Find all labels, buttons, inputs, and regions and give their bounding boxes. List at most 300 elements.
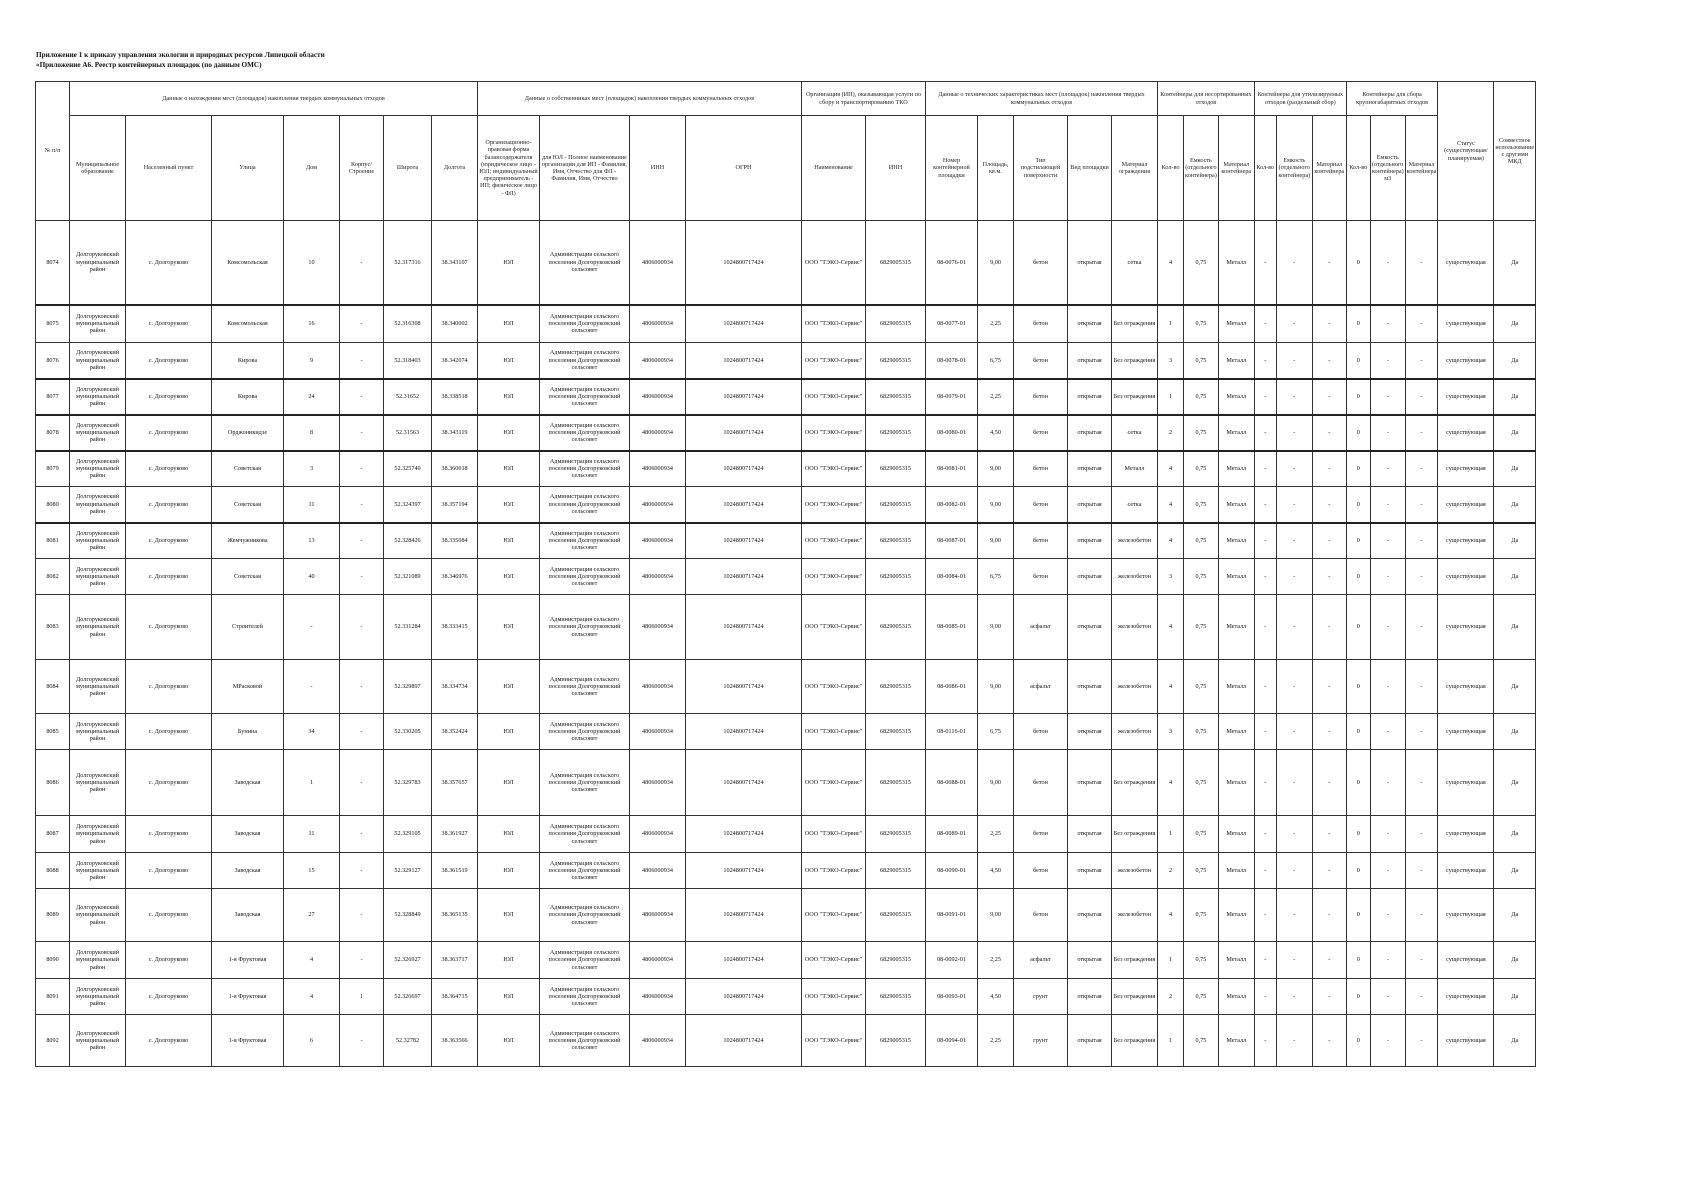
cell-mixed-material: Металл xyxy=(1218,221,1254,305)
cell-status: существующая xyxy=(1438,451,1494,487)
table-row xyxy=(36,305,1536,343)
cell-mixed-qty: 1 xyxy=(1158,1015,1184,1067)
cell-operator-name: ООО "ТЭКО-Сервис" xyxy=(802,660,866,714)
cell-owner-name: Администрация сельского поселения Долгоруковский сельсовет xyxy=(540,415,630,451)
cell-municipality: Долгоруковский муниципальный район xyxy=(70,1015,126,1067)
cell-mixed-material: Металл xyxy=(1218,595,1254,660)
cell-surface: асфальт xyxy=(1014,942,1068,979)
table-row xyxy=(36,816,1536,853)
cell-site-type: открытая xyxy=(1068,714,1112,750)
cell-mixed-capacity: 0,75 xyxy=(1184,714,1219,750)
table-row xyxy=(36,415,1536,451)
cell-separate-capacity: - xyxy=(1276,889,1312,942)
cell-bulky-qty: 0 xyxy=(1346,942,1370,979)
cell-surface: бетон xyxy=(1014,415,1068,451)
cell-surface: бетон xyxy=(1014,487,1068,523)
cell-site-number: 08-0116-01 xyxy=(926,714,978,750)
cell-municipality: Долгоруковский муниципальный район xyxy=(70,343,126,379)
cell-bulky-material: - xyxy=(1405,750,1438,816)
cell-site-number: 08-0081-01 xyxy=(926,451,978,487)
cell-separate-capacity: - xyxy=(1276,221,1312,305)
cell-owner-name: Администрация сельского поселения Долгоруковский сельсовет xyxy=(540,559,630,595)
cell-separate-capacity: - xyxy=(1276,816,1312,853)
cell-building: - xyxy=(340,853,384,889)
cell-shared: Да xyxy=(1494,714,1536,750)
cell-bulky-qty: 0 xyxy=(1346,343,1370,379)
cell-site-number: 08-0077-01 xyxy=(926,305,978,343)
group-bulky: Контейнеры для сбора крупногабаритных отходов xyxy=(1346,82,1438,116)
cell-operator-inn: 6829005315 xyxy=(866,816,926,853)
cell-street: Строителей xyxy=(212,595,284,660)
cell-number: 8076 xyxy=(36,343,70,379)
cell-mixed-material: Металл xyxy=(1218,487,1254,523)
cell-number: 8084 xyxy=(36,660,70,714)
cell-bulky-material: - xyxy=(1405,221,1438,305)
cell-separate-qty: - xyxy=(1254,660,1276,714)
cell-lat: 52.331284 xyxy=(384,595,432,660)
cell-lat: 52.321089 xyxy=(384,559,432,595)
cell-area: 9,00 xyxy=(978,451,1014,487)
cell-separate-material: - xyxy=(1312,343,1346,379)
cell-street: 1-я Фруктовая xyxy=(212,979,284,1015)
cell-mixed-capacity: 0,75 xyxy=(1184,305,1219,343)
cell-mixed-material: Металл xyxy=(1218,1015,1254,1067)
cell-settlement: с. Долгоруково xyxy=(126,595,212,660)
cell-building: - xyxy=(340,487,384,523)
cell-settlement: с. Долгоруково xyxy=(126,379,212,415)
cell-site-number: 08-0078-01 xyxy=(926,343,978,379)
cell-street: Советская xyxy=(212,559,284,595)
cell-ogrn: 1024800717424 xyxy=(686,451,802,487)
cell-inn: 4806000934 xyxy=(630,595,686,660)
cell-separate-capacity: - xyxy=(1276,714,1312,750)
cell-lon: 38.333415 xyxy=(432,595,478,660)
cell-inn: 4806000934 xyxy=(630,523,686,559)
cell-house: 27 xyxy=(284,889,340,942)
cell-separate-capacity: - xyxy=(1276,595,1312,660)
cell-mixed-qty: 2 xyxy=(1158,979,1184,1015)
cell-ogrn: 1024800717424 xyxy=(686,415,802,451)
cell-area: 6,75 xyxy=(978,343,1014,379)
cell-operator-inn: 6829005315 xyxy=(866,853,926,889)
cell-surface: бетон xyxy=(1014,451,1068,487)
cell-fence: Без ограждения xyxy=(1112,1015,1158,1067)
cell-mixed-qty: 2 xyxy=(1158,415,1184,451)
cell-bulky-capacity: - xyxy=(1370,559,1405,595)
cell-fence: сетка xyxy=(1112,221,1158,305)
col-municipality: Муниципальное образование xyxy=(70,116,126,221)
cell-inn: 4806000934 xyxy=(630,415,686,451)
cell-operator-name: ООО "ТЭКО-Сервис" xyxy=(802,451,866,487)
cell-fence: Без ограждения xyxy=(1112,379,1158,415)
cell-site-type: открытая xyxy=(1068,1015,1112,1067)
cell-lat: 52.316308 xyxy=(384,305,432,343)
cell-operator-name: ООО "ТЭКО-Сервис" xyxy=(802,750,866,816)
cell-inn: 4806000934 xyxy=(630,1015,686,1067)
cell-bulky-material: - xyxy=(1405,1015,1438,1067)
cell-bulky-material: - xyxy=(1405,559,1438,595)
cell-street: МРасковой xyxy=(212,660,284,714)
cell-bulky-qty: 0 xyxy=(1346,889,1370,942)
cell-operator-inn: 6829005315 xyxy=(866,305,926,343)
cell-status: существующая xyxy=(1438,379,1494,415)
cell-operator-name: ООО "ТЭКО-Сервис" xyxy=(802,415,866,451)
cell-inn: 4806000934 xyxy=(630,979,686,1015)
cell-separate-capacity: - xyxy=(1276,979,1312,1015)
cell-bulky-material: - xyxy=(1405,889,1438,942)
cell-area: 2,25 xyxy=(978,816,1014,853)
cell-owner-name: Администрация сельского поселения Долгоруковский сельсовет xyxy=(540,889,630,942)
cell-mixed-capacity: 0,75 xyxy=(1184,853,1219,889)
cell-separate-qty: - xyxy=(1254,559,1276,595)
cell-legal-form: ЮЛ xyxy=(478,853,540,889)
cell-municipality: Долгоруковский муниципальный район xyxy=(70,595,126,660)
cell-fence: Без ограждения xyxy=(1112,979,1158,1015)
cell-lon: 38.361927 xyxy=(432,816,478,853)
cell-settlement: с. Долгоруково xyxy=(126,451,212,487)
cell-municipality: Долгоруковский муниципальный район xyxy=(70,379,126,415)
table-row xyxy=(36,979,1536,1015)
cell-mixed-material: Металл xyxy=(1218,889,1254,942)
cell-ogrn: 1024800717424 xyxy=(686,379,802,415)
cell-site-type: открытая xyxy=(1068,221,1112,305)
cell-mixed-material: Металл xyxy=(1218,816,1254,853)
cell-separate-qty: - xyxy=(1254,889,1276,942)
cell-mixed-qty: 4 xyxy=(1158,660,1184,714)
cell-settlement: с. Долгоруково xyxy=(126,559,212,595)
cell-area: 2,25 xyxy=(978,942,1014,979)
cell-house: - xyxy=(284,660,340,714)
cell-operator-inn: 6829005315 xyxy=(866,523,926,559)
cell-lat: 52.329127 xyxy=(384,853,432,889)
cell-municipality: Долгоруковский муниципальный район xyxy=(70,750,126,816)
cell-bulky-qty: 0 xyxy=(1346,379,1370,415)
cell-building: - xyxy=(340,221,384,305)
cell-mixed-material: Металл xyxy=(1218,979,1254,1015)
cell-building: - xyxy=(340,889,384,942)
cell-separate-material: - xyxy=(1312,559,1346,595)
cell-separate-qty: - xyxy=(1254,415,1276,451)
cell-ogrn: 1024800717424 xyxy=(686,595,802,660)
cell-ogrn: 1024800717424 xyxy=(686,523,802,559)
cell-separate-material: - xyxy=(1312,979,1346,1015)
cell-operator-name: ООО "ТЭКО-Сервис" xyxy=(802,1015,866,1067)
cell-mixed-qty: 1 xyxy=(1158,379,1184,415)
cell-owner-name: Администрация сельского поселения Долгоруковский сельсовет xyxy=(540,816,630,853)
cell-mixed-capacity: 0,75 xyxy=(1184,816,1219,853)
cell-ogrn: 1024800717424 xyxy=(686,853,802,889)
cell-inn: 4806000934 xyxy=(630,750,686,816)
table-row xyxy=(36,559,1536,595)
cell-settlement: с. Долгоруково xyxy=(126,343,212,379)
cell-owner-name: Администрация сельского поселения Долгоруковский сельсовет xyxy=(540,305,630,343)
cell-ogrn: 1024800717424 xyxy=(686,750,802,816)
cell-surface: бетон xyxy=(1014,523,1068,559)
cell-mixed-capacity: 0,75 xyxy=(1184,660,1219,714)
cell-status: существующая xyxy=(1438,1015,1494,1067)
table-row xyxy=(36,487,1536,523)
cell-bulky-material: - xyxy=(1405,379,1438,415)
cell-site-type: открытая xyxy=(1068,343,1112,379)
cell-status: существующая xyxy=(1438,853,1494,889)
col-house: Дом xyxy=(284,116,340,221)
cell-lon: 38.346976 xyxy=(432,559,478,595)
table-row xyxy=(36,750,1536,816)
col-number: № п/п xyxy=(36,82,70,221)
cell-bulky-qty: 0 xyxy=(1346,853,1370,889)
cell-status: существующая xyxy=(1438,816,1494,853)
cell-mixed-material: Металл xyxy=(1218,660,1254,714)
cell-operator-name: ООО "ТЭКО-Сервис" xyxy=(802,816,866,853)
cell-legal-form: ЮЛ xyxy=(478,221,540,305)
cell-separate-material: - xyxy=(1312,1015,1346,1067)
cell-fence: железобетон xyxy=(1112,523,1158,559)
cell-ogrn: 1024800717424 xyxy=(686,714,802,750)
cell-surface: бетон xyxy=(1014,343,1068,379)
cell-lon: 38.340002 xyxy=(432,305,478,343)
cell-shared: Да xyxy=(1494,750,1536,816)
cell-building: - xyxy=(340,660,384,714)
cell-owner-name: Администрация сельского поселения Долгоруковский сельсовет xyxy=(540,221,630,305)
cell-mixed-qty: 4 xyxy=(1158,595,1184,660)
cell-bulky-material: - xyxy=(1405,714,1438,750)
cell-house: 15 xyxy=(284,853,340,889)
cell-separate-material: - xyxy=(1312,379,1346,415)
cell-separate-capacity: - xyxy=(1276,559,1312,595)
cell-settlement: с. Долгоруково xyxy=(126,305,212,343)
cell-bulky-qty: 0 xyxy=(1346,451,1370,487)
cell-mixed-material: Металл xyxy=(1218,559,1254,595)
cell-separate-qty: - xyxy=(1254,379,1276,415)
col-fence: Материал ограждения xyxy=(1112,116,1158,221)
cell-mixed-material: Металл xyxy=(1218,451,1254,487)
cell-separate-material: - xyxy=(1312,714,1346,750)
cell-operator-name: ООО "ТЭКО-Сервис" xyxy=(802,979,866,1015)
cell-house: 34 xyxy=(284,714,340,750)
cell-mixed-material: Металл xyxy=(1218,379,1254,415)
cell-operator-name: ООО "ТЭКО-Сервис" xyxy=(802,714,866,750)
cell-status: существующая xyxy=(1438,979,1494,1015)
cell-mixed-qty: 1 xyxy=(1158,816,1184,853)
cell-legal-form: ЮЛ xyxy=(478,343,540,379)
cell-operator-inn: 6829005315 xyxy=(866,889,926,942)
cell-shared: Да xyxy=(1494,816,1536,853)
cell-separate-material: - xyxy=(1312,660,1346,714)
col-mixed-qty: Кол-во xyxy=(1158,116,1184,221)
cell-surface: грунт xyxy=(1014,1015,1068,1067)
cell-ogrn: 1024800717424 xyxy=(686,1015,802,1067)
cell-municipality: Долгоруковский муниципальный район xyxy=(70,816,126,853)
cell-area: 9,00 xyxy=(978,221,1014,305)
table-row xyxy=(36,714,1536,750)
cell-number: 8078 xyxy=(36,415,70,451)
col-bulky-capacity: Емкость (отдельного контейнера) м3 xyxy=(1370,116,1405,221)
cell-bulky-material: - xyxy=(1405,595,1438,660)
cell-number: 8086 xyxy=(36,750,70,816)
cell-owner-name: Администрация сельского поселения Долгоруковский сельсовет xyxy=(540,343,630,379)
cell-separate-capacity: - xyxy=(1276,750,1312,816)
cell-bulky-qty: 0 xyxy=(1346,221,1370,305)
cell-shared: Да xyxy=(1494,889,1536,942)
cell-site-type: открытая xyxy=(1068,379,1112,415)
cell-site-type: открытая xyxy=(1068,942,1112,979)
table-row xyxy=(36,221,1536,305)
cell-building: - xyxy=(340,379,384,415)
cell-street: Жемчужникова xyxy=(212,523,284,559)
cell-separate-qty: - xyxy=(1254,750,1276,816)
cell-legal-form: ЮЛ xyxy=(478,979,540,1015)
cell-ogrn: 1024800717424 xyxy=(686,979,802,1015)
cell-mixed-capacity: 0,75 xyxy=(1184,343,1219,379)
table-row xyxy=(36,889,1536,942)
cell-inn: 4806000934 xyxy=(630,942,686,979)
cell-municipality: Долгоруковский муниципальный район xyxy=(70,889,126,942)
cell-site-type: открытая xyxy=(1068,750,1112,816)
cell-legal-form: ЮЛ xyxy=(478,415,540,451)
col-building: Корпус/Строение xyxy=(340,116,384,221)
col-surface: Тип подстилающей поверхности xyxy=(1014,116,1068,221)
cell-area: 2,25 xyxy=(978,379,1014,415)
cell-area: 2,25 xyxy=(978,1015,1014,1067)
cell-operator-inn: 6829005315 xyxy=(866,415,926,451)
cell-site-type: открытая xyxy=(1068,595,1112,660)
cell-site-type: открытая xyxy=(1068,559,1112,595)
cell-legal-form: ЮЛ xyxy=(478,523,540,559)
cell-building: - xyxy=(340,305,384,343)
cell-separate-capacity: - xyxy=(1276,343,1312,379)
cell-separate-material: - xyxy=(1312,595,1346,660)
col-mixed-capacity: Емкость (отдельного контейнера) xyxy=(1184,116,1219,221)
cell-separate-capacity: - xyxy=(1276,523,1312,559)
cell-lon: 38.360018 xyxy=(432,451,478,487)
col-settlement: Населенный пункт xyxy=(126,116,212,221)
group-operator: Организация (ИП), оказывающая услуги по сбору и транспортированию ТКО xyxy=(802,82,926,116)
cell-municipality: Долгоруковский муниципальный район xyxy=(70,451,126,487)
cell-lon: 38.357194 xyxy=(432,487,478,523)
cell-lat: 52.325749 xyxy=(384,451,432,487)
cell-owner-name: Администрация сельского поселения Долгоруковский сельсовет xyxy=(540,379,630,415)
cell-lat: 52.31563 xyxy=(384,415,432,451)
cell-area: 4,50 xyxy=(978,979,1014,1015)
cell-mixed-capacity: 0,75 xyxy=(1184,451,1219,487)
cell-operator-name: ООО "ТЭКО-Сервис" xyxy=(802,221,866,305)
col-bulky-material: Материал контейнера xyxy=(1405,116,1438,221)
cell-legal-form: ЮЛ xyxy=(478,816,540,853)
cell-separate-material: - xyxy=(1312,221,1346,305)
cell-inn: 4806000934 xyxy=(630,889,686,942)
cell-mixed-qty: 1 xyxy=(1158,942,1184,979)
cell-bulky-capacity: - xyxy=(1370,451,1405,487)
cell-building: - xyxy=(340,750,384,816)
cell-status: существующая xyxy=(1438,221,1494,305)
cell-street: Комсомольская xyxy=(212,221,284,305)
cell-settlement: с. Долгоруково xyxy=(126,942,212,979)
cell-ogrn: 1024800717424 xyxy=(686,816,802,853)
cell-separate-qty: - xyxy=(1254,451,1276,487)
cell-status: существующая xyxy=(1438,660,1494,714)
cell-building: - xyxy=(340,1015,384,1067)
cell-inn: 4806000934 xyxy=(630,816,686,853)
table-row xyxy=(36,523,1536,559)
cell-building: - xyxy=(340,559,384,595)
cell-fence: железобетон xyxy=(1112,595,1158,660)
cell-operator-name: ООО "ТЭКО-Сервис" xyxy=(802,487,866,523)
cell-separate-qty: - xyxy=(1254,523,1276,559)
cell-area: 9,00 xyxy=(978,523,1014,559)
cell-bulky-capacity: - xyxy=(1370,853,1405,889)
cell-operator-inn: 6829005315 xyxy=(866,942,926,979)
cell-municipality: Долгоруковский муниципальный район xyxy=(70,415,126,451)
col-site-number: Номер контейнерной площадки xyxy=(926,116,978,221)
cell-separate-material: - xyxy=(1312,942,1346,979)
cell-mixed-capacity: 0,75 xyxy=(1184,595,1219,660)
cell-bulky-qty: 0 xyxy=(1346,714,1370,750)
cell-operator-inn: 6829005315 xyxy=(866,343,926,379)
cell-mixed-capacity: 0,75 xyxy=(1184,379,1219,415)
cell-bulky-capacity: - xyxy=(1370,305,1405,343)
cell-bulky-material: - xyxy=(1405,853,1438,889)
cell-shared: Да xyxy=(1494,221,1536,305)
cell-building: - xyxy=(340,451,384,487)
cell-bulky-qty: 0 xyxy=(1346,305,1370,343)
cell-ogrn: 1024800717424 xyxy=(686,221,802,305)
cell-municipality: Долгоруковский муниципальный район xyxy=(70,221,126,305)
cell-legal-form: ЮЛ xyxy=(478,1015,540,1067)
col-separate-capacity: Емкость (отдельного контейнера) xyxy=(1276,116,1312,221)
cell-legal-form: ЮЛ xyxy=(478,714,540,750)
cell-lon: 38.361519 xyxy=(432,853,478,889)
cell-bulky-qty: 0 xyxy=(1346,523,1370,559)
cell-municipality: Долгоруковский муниципальный район xyxy=(70,979,126,1015)
cell-surface: грунт xyxy=(1014,979,1068,1015)
cell-legal-form: ЮЛ xyxy=(478,305,540,343)
cell-bulky-material: - xyxy=(1405,343,1438,379)
cell-area: 9,00 xyxy=(978,595,1014,660)
cell-house: 9 xyxy=(284,343,340,379)
cell-lat: 52.328849 xyxy=(384,889,432,942)
registry-table xyxy=(35,81,1536,1067)
cell-mixed-material: Металл xyxy=(1218,305,1254,343)
cell-bulky-capacity: - xyxy=(1370,889,1405,942)
cell-settlement: с. Долгоруково xyxy=(126,523,212,559)
cell-separate-qty: - xyxy=(1254,221,1276,305)
cell-shared: Да xyxy=(1494,853,1536,889)
cell-site-number: 08-0084-01 xyxy=(926,559,978,595)
col-shared: Совместное использование с другими МКД xyxy=(1494,82,1536,221)
cell-operator-inn: 6829005315 xyxy=(866,714,926,750)
cell-street: Советская xyxy=(212,451,284,487)
cell-lon: 38.343107 xyxy=(432,221,478,305)
cell-number: 8091 xyxy=(36,979,70,1015)
cell-house: 13 xyxy=(284,523,340,559)
cell-mixed-capacity: 0,75 xyxy=(1184,889,1219,942)
cell-site-number: 08-0093-01 xyxy=(926,979,978,1015)
cell-mixed-capacity: 0,75 xyxy=(1184,942,1219,979)
cell-number: 8082 xyxy=(36,559,70,595)
cell-separate-capacity: - xyxy=(1276,660,1312,714)
cell-operator-inn: 6829005315 xyxy=(866,487,926,523)
cell-site-type: открытая xyxy=(1068,487,1112,523)
cell-legal-form: ЮЛ xyxy=(478,487,540,523)
table-row xyxy=(36,595,1536,660)
cell-house: 8 xyxy=(284,415,340,451)
cell-bulky-material: - xyxy=(1405,942,1438,979)
cell-legal-form: ЮЛ xyxy=(478,889,540,942)
cell-owner-name: Администрация сельского поселения Долгоруковский сельсовет xyxy=(540,487,630,523)
cell-bulky-capacity: - xyxy=(1370,221,1405,305)
cell-bulky-material: - xyxy=(1405,415,1438,451)
cell-bulky-capacity: - xyxy=(1370,379,1405,415)
